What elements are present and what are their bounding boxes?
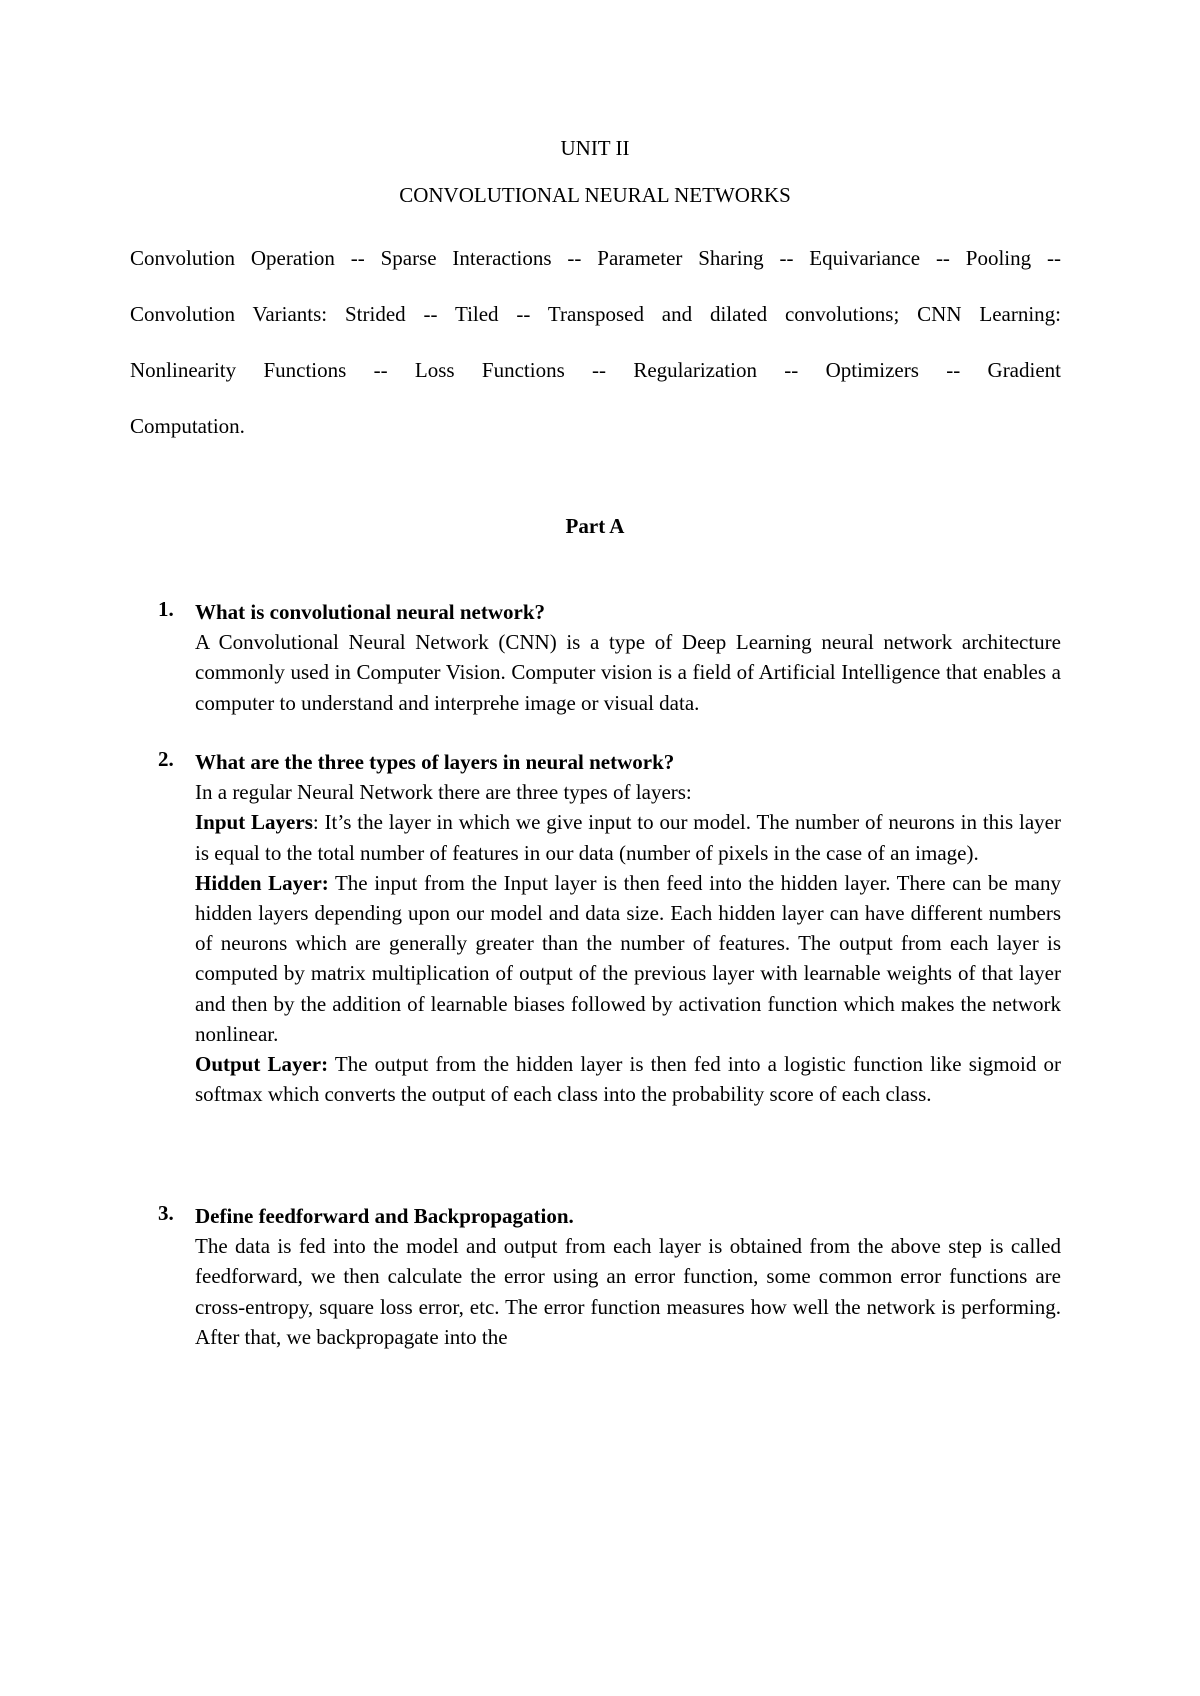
answer-intro: In a regular Neural Network there are three types of layers: (195, 780, 692, 805)
question-heading: Define feedforward and Backpropagation. (195, 1204, 574, 1228)
question-heading: What is convolutional neural network? (195, 600, 546, 624)
layer-term: Input Layers (195, 810, 313, 835)
layer-term: Output Layer: (195, 1052, 329, 1077)
question-number: 1. (158, 597, 174, 621)
layer-description-hidden (195, 868, 1061, 1049)
question-number: 3. (158, 1201, 174, 1225)
syllabus-line: Convolution Operation -- Sparse Interactions -- Parameter Sharing -- Equivariance -- Pooling -- (130, 246, 1061, 270)
part-title: Part A (565, 514, 625, 538)
layer-description-input (195, 807, 1061, 867)
unit-title: UNIT II (560, 136, 630, 160)
question-number: 2. (158, 747, 174, 771)
question-item (158, 597, 1061, 718)
unit-subtitle: CONVOLUTIONAL NEURAL NETWORKS (399, 183, 791, 207)
syllabus-paragraph (130, 230, 1061, 454)
syllabus-line: Computation. (130, 414, 245, 438)
question-heading: What are the three types of layers in neural network? (195, 750, 675, 774)
layer-text: : It’s the layer in which we give input to our model. The number of neurons in this layer is equal to the total number of features in our data (number of pixels in the case of an image). (195, 810, 1061, 865)
answer-text: The data is fed into the model and output from each layer is obtained from the above step is called feedforward, we then calculate the error using an error function, some common error functions are cross-entropy, square loss error, etc. The error function measures how well the network is performing. After that, we backpropagate into the (195, 1234, 1061, 1349)
question-item (158, 1201, 1061, 1352)
answer-text: A Convolutional Neural Network (CNN) is a type of Deep Learning neural network architecture commonly used in Computer Vision. Computer vision is a field of Artificial Intelligence that enables a computer to understand and interprehe image or visual data. (195, 630, 1061, 715)
syllabus-line: Convolution Variants: Strided -- Tiled -- Transposed and dilated convolutions; CNN Learning: (130, 302, 1061, 326)
layer-text: The input from the Input layer is then feed into the hidden layer. There can be many hidden layers depending upon our model and data size. Each hidden layer can have different numbers of neurons which are generally greater than the number of features. The output from each layer is computed by matrix multiplication of output of the previous layer with learnable weights of that layer and then by the addition of learnable biases followed by activation function which makes the network nonlinear. (195, 870, 1062, 1046)
syllabus-line: Nonlinearity Functions -- Loss Functions -- Regularization -- Optimizers -- Gradient (130, 358, 1061, 382)
layer-term: Hidden Layer: (195, 870, 329, 895)
layer-description-output (195, 1049, 1061, 1109)
layer-text: The output from the hidden layer is then fed into a logistic function like sigmoid or softmax which converts the output of each class into the probability score of each class. (195, 1052, 1061, 1107)
question-item (158, 747, 1061, 1109)
